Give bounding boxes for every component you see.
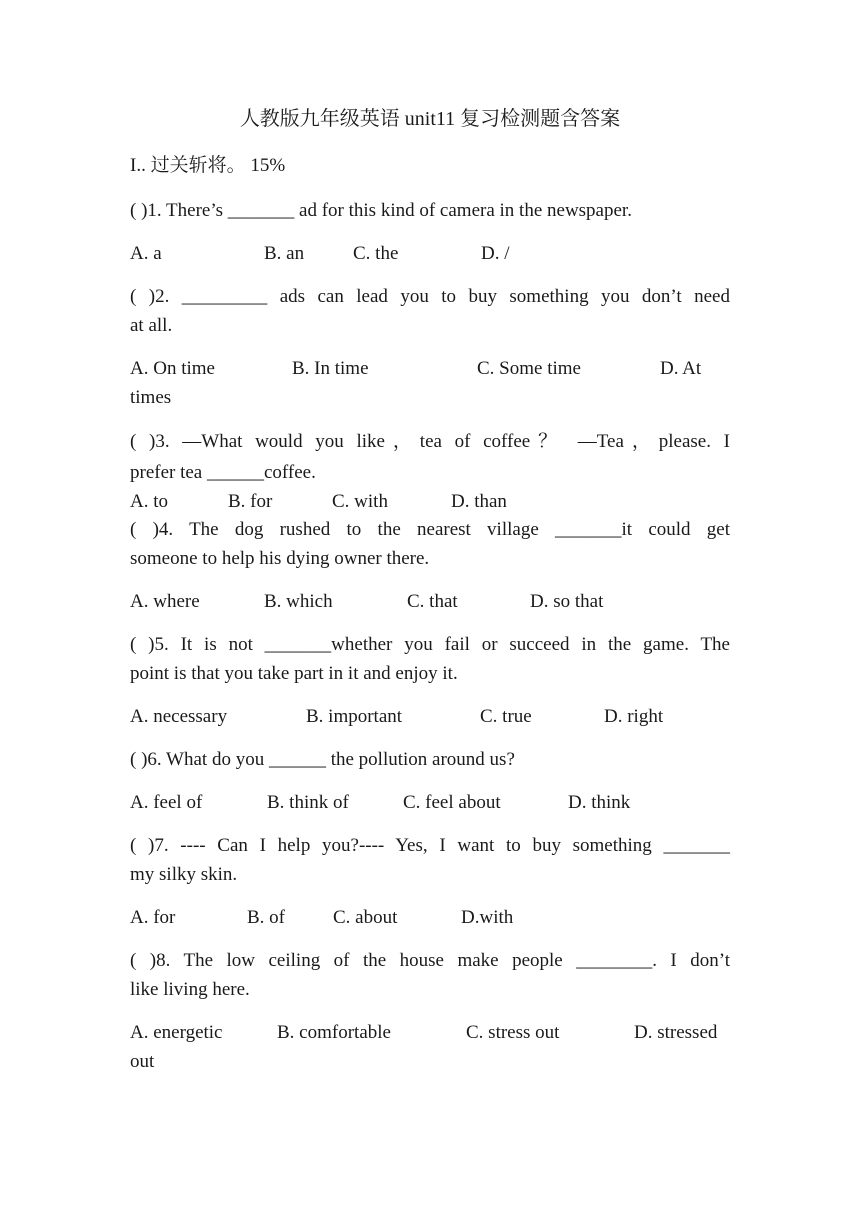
option-b: B. which [264,591,333,612]
option-d: D. stressed [634,1022,718,1043]
question-4-stem-cont: someone to help his dying owner there. [130,548,430,569]
option-b: B. for [228,491,273,512]
option-c: C. stress out [466,1022,560,1043]
option-a: A. feel of [130,792,203,813]
option-b: B. an [264,243,305,264]
document-title: 人教版九年级英语 unit11 复习检测题含答案 [239,108,621,130]
option-c: C. the [353,243,399,264]
option-d-cont: times [130,387,172,408]
option-b: B. think of [267,792,349,813]
option-d: D. At [660,358,702,379]
question-1-stem: ( )1. There’s _______ ad for this kind of camera in the newspaper. [130,200,632,221]
option-b: B. important [306,706,403,727]
question-3-stem-cont: prefer tea ______coffee. [130,462,316,483]
option-d: D. so that [530,591,604,612]
option-d: D. / [481,243,510,264]
option-d-cont: out [130,1051,155,1072]
question-4-stem: ( )4. The dog rushed to the nearest village _______it could get [130,519,730,540]
question-8-stem: ( )8. The low ceiling of the house make people ________. I don’t [130,950,730,971]
question-8-stem-cont: like living here. [130,979,250,1000]
question-5-stem-cont: point is that you take part in it and enjoy it. [130,663,458,684]
option-c: C. true [480,706,532,727]
option-d: D. think [568,792,631,813]
option-d: D.with [461,907,514,928]
option-b: B. of [247,907,285,928]
option-a: A. where [130,591,200,612]
option-d: D. right [604,706,664,727]
question-2-stem-cont: at all. [130,315,173,336]
option-a: A. for [130,907,176,928]
option-b: B. comfortable [277,1022,391,1043]
option-a: A. necessary [130,706,228,727]
option-b: B. In time [292,358,369,379]
option-c: C. that [407,591,458,612]
section-heading: I.. 过关斩将。 15% [130,155,286,176]
option-c: C. with [332,491,388,512]
option-a: A. a [130,243,162,264]
option-a: A. energetic [130,1022,223,1043]
option-d: D. than [451,491,507,512]
question-3-stem: ( )3. —What would you like，tea of coffee？ —Tea，please. I [130,431,730,452]
option-c: C. Some time [477,358,581,379]
option-a: A. On time [130,358,215,379]
option-c: C. feel about [403,792,501,813]
question-5-stem: ( )5. It is not _______whether you fail or succeed in the game. The [130,634,730,655]
question-7-stem: ( )7. ---- Can I help you?---- Yes, I want to buy something _______ [130,835,730,856]
question-7-stem-cont: my silky skin. [130,864,238,885]
option-a: A. to [130,491,168,512]
option-c: C. about [333,907,398,928]
question-6-stem: ( )6. What do you ______ the pollution around us? [130,749,515,770]
question-2-stem: ( )2. _________ ads can lead you to buy something you don’t need [130,286,730,307]
